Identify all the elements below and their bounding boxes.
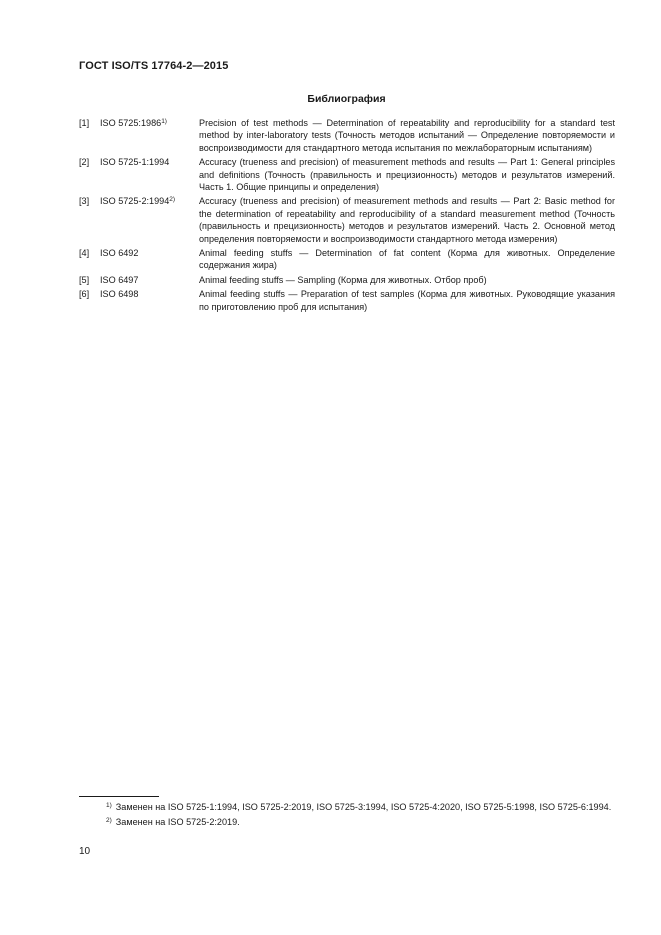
page-number: 10 (79, 846, 91, 857)
reference-code: ISO 6492 (100, 248, 139, 259)
footnote-marker: 1) (161, 118, 167, 125)
bibliography-entry (79, 247, 615, 272)
entry-description: Accuracy (trueness and precision) of measurement methods and results — Part 1: General principles and definitions (Точность (правильность и прецизионность) методов и результатов измерений. Часть 1. Общие принципы и определения) (199, 157, 615, 193)
entry-reference (100, 195, 199, 245)
entry-number: [6] (79, 289, 90, 300)
reference-code: ISO 6497 (100, 274, 139, 285)
section-title-bibliography: Библиография (307, 93, 386, 105)
reference-code: ISO 5725:1986 (100, 118, 162, 128)
reference-code: ISO 5725-1:1994 (100, 157, 170, 168)
entry-description: Animal feeding stuffs — Determination of fat content (Корма для животных. Определение содержания жира) (199, 248, 615, 271)
footnotes (79, 801, 615, 829)
entry-number: [3] (79, 196, 90, 207)
page-header-standard-id: ГОСТ ISO/TS 17764-2—2015 (79, 60, 229, 72)
entry-reference (100, 156, 199, 193)
footnote: 2) Заменен на ISO 5725-2:2019. (106, 817, 240, 828)
entry-reference (100, 117, 199, 154)
footnote-text: Заменен на ISO 5725-2:2019. (115, 817, 240, 828)
entry-description: Animal feeding stuffs — Preparation of test samples (Корма для животных. Руководящие указания по приготовлению проб для испытания) (199, 289, 615, 312)
entry-description: Accuracy (trueness and precision) of measurement methods and results — Part 2: Basic method for the determination of repeatability and reproducibility of a standard measurement method (Точность (правильность и прецизионность) методов и результатов измерений. Часть 2. Основной метод определения повторяемости и воспроизводимости стандартного метода измерения) (199, 196, 615, 244)
entry-number: [1] (79, 118, 90, 128)
entry-description: Animal feeding stuffs — Sampling (Корма для животных. Отбор проб) (199, 274, 487, 285)
bibliography-entry (79, 274, 615, 286)
bibliography-entry (79, 288, 615, 313)
bibliography-entry (79, 117, 615, 154)
entry-number: [5] (79, 274, 90, 285)
entry-reference (100, 247, 199, 272)
entry-reference (100, 274, 199, 286)
reference-code: ISO 6498 (100, 289, 139, 300)
reference-code: ISO 5725-2:1994 (100, 196, 170, 207)
footnote-marker: 2) (169, 196, 176, 204)
footnote-divider (79, 796, 159, 797)
bibliography-entry (79, 156, 615, 193)
bibliography-list (79, 117, 615, 315)
entry-number: [4] (79, 248, 90, 259)
footnote: 1) Заменен на ISO 5725-1:1994, ISO 5725-2:2019, ISO 5725-3:1994, ISO 5725-4:2020, ISO 5725-5:1998, ISO 5725-6:1994. (106, 802, 612, 812)
entry-reference (100, 288, 199, 313)
bibliography-entry (79, 195, 615, 245)
entry-number: [2] (79, 157, 90, 168)
entry-description: Precision of test methods — Determination of repeatability and reproducibility for a standard test method by inter-laboratory tests (Точность методов испытаний — Определение повторяемости и воспроизводимости для стандартного метода испытания по межлабораторным испытаниям) (199, 118, 615, 153)
footnote-text: Заменен на ISO 5725-1:1994, ISO 5725-2:2019, ISO 5725-3:1994, ISO 5725-4:2020, ISO 5725-5:1998, ISO 5725-6:1994. (115, 802, 612, 812)
